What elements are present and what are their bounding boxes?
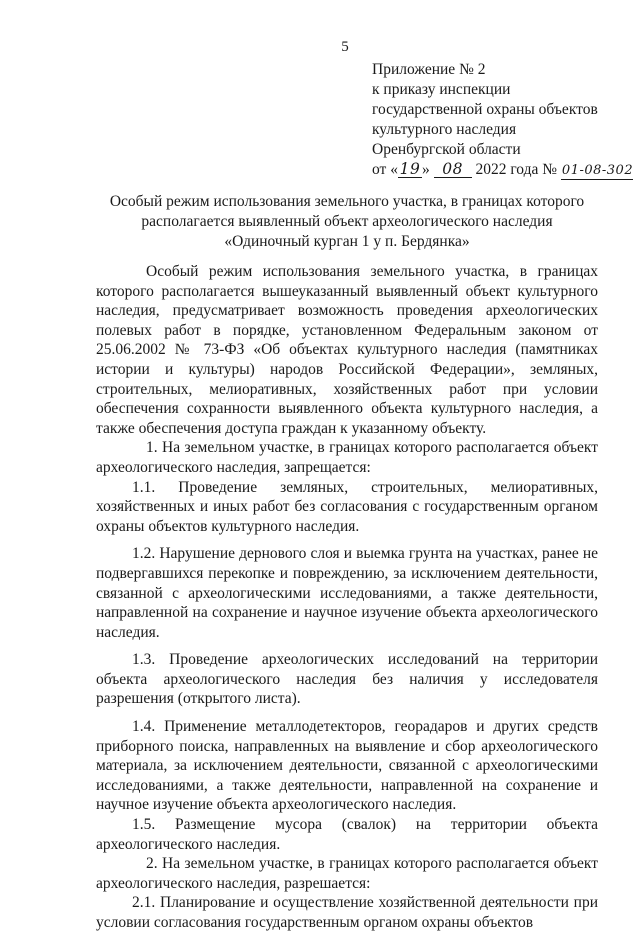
document-title xyxy=(96,192,598,252)
title-line: Особый режим использования земельного участка, в границах которого xyxy=(109,193,585,210)
appendix-line: к приказу инспекции xyxy=(372,81,511,98)
title-line: располагается выявленный объект археологического наследия xyxy=(141,213,553,230)
clause-1-2: 1.2. Нарушение дернового слоя и выемка грунта на участках, ранее не подвергавшихся перекопке и повреждению, за исключением деятельности, связанной с археологическими исследованиями, а также деятельности, направленной на сохранение и научное изучение объекта археологического наследия. xyxy=(96,545,598,641)
appendix-date-line xyxy=(372,160,634,180)
clause-2: 2. На земельном участке, в границах которого располагается объект археологического наследия, разрешается: xyxy=(96,855,598,892)
document-body xyxy=(96,262,598,933)
date-prefix: от « xyxy=(372,161,398,178)
clause-1: 1. На земельном участке, в границах которого располагается объект археологического наследия, запрещается: xyxy=(96,439,598,476)
appendix-header xyxy=(372,60,634,180)
intro-paragraph: Особый режим использования земельного участка, в границах которого располагается вышеуказанный выявленный объект культурного наследия, предусматривает возможность проведения археологических полевых работ в порядке, установленном Федеральным законом от 25.06.2002 № 73-ФЗ «Об объектах культурного наследия (памятниках истории и культуры) народов Российской Федерации», земляных, строительных, мелиоративных, хозяйственных работ при условии обеспечения сохранности выявленного объекта культурного наследия, а также обеспечения доступа граждан к указанному объекту. xyxy=(96,263,598,437)
clause-2-1: 2.1. Планирование и осуществление хозяйственной деятельности при условии согласования государственным органом охраны объектов xyxy=(96,894,598,931)
title-line: «Одиночный курган 1 у п. Бердянка» xyxy=(224,233,470,250)
handwritten-day: 19 xyxy=(399,160,421,178)
page-number: 5 xyxy=(341,39,349,55)
appendix-line: государственной охраны объектов xyxy=(372,101,598,118)
handwritten-month: 08 xyxy=(434,161,472,178)
clause-1-4: 1.4. Применение металлодетекторов, георадаров и других средств приборного поиска, направленных на выявление и сбор археологического материала, за исключением деятельности, связанной с археологическими исследованиями, а также деятельности, направленной на сохранение и научное изучение объекта археологического наследия. xyxy=(96,718,598,814)
appendix-line: культурного наследия xyxy=(372,121,517,138)
appendix-line: Приложение № 2 xyxy=(372,61,486,78)
clause-1-3: 1.3. Проведение археологических исследований на территории объекта археологического наследия без наличия у исследователя разрешения (открытого листа). xyxy=(96,651,598,708)
clause-1-5: 1.5. Размещение мусора (свалок) на территории объекта археологического наследия. xyxy=(96,816,598,853)
clause-1-1: 1.1. Проведение земляных, строительных, мелиоративных, хозяйственных и иных работ без согласования с государственным органом охраны объектов культурного наследия. xyxy=(96,478,598,535)
date-year: 2022 года № xyxy=(471,161,561,178)
date-mid: » xyxy=(421,161,430,178)
appendix-line: Оренбургской области xyxy=(372,141,521,158)
handwritten-order-number: 01-08-302 xyxy=(561,163,634,178)
